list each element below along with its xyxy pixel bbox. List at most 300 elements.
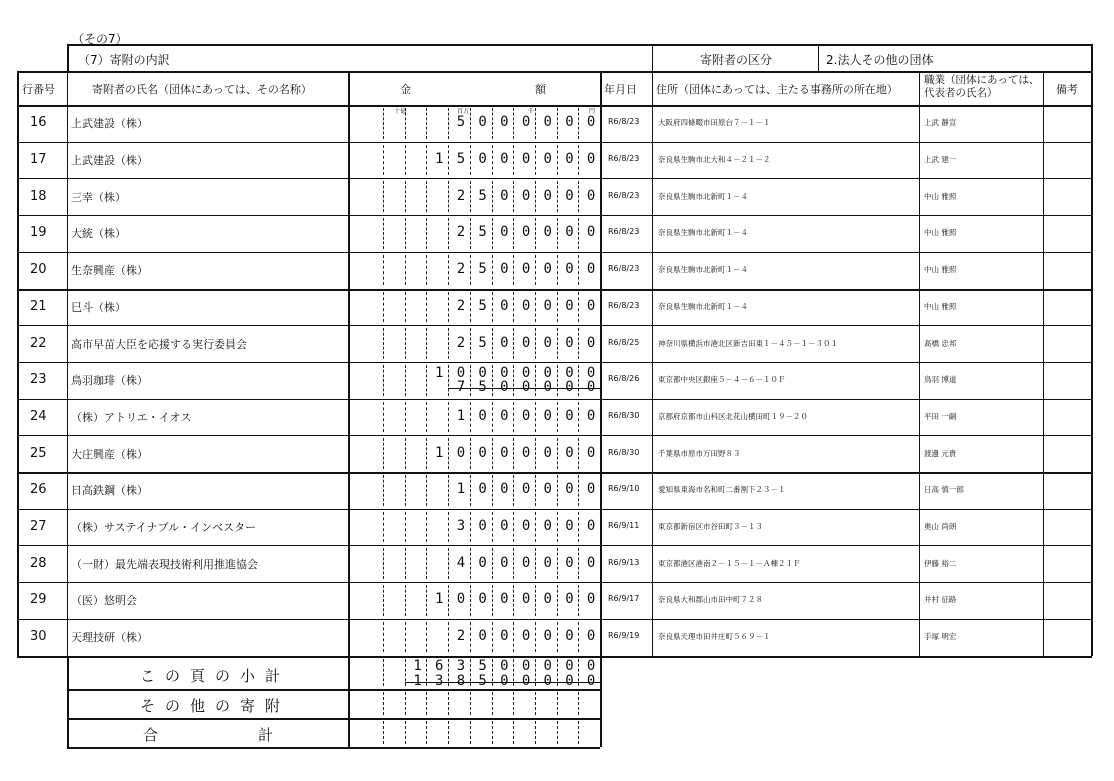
digit-divider [470,181,471,212]
donor-name: 巳斗（株） [71,300,126,314]
digit-divider [513,255,514,286]
subtotal-label: この頁の小計 [140,667,291,685]
digit-divider [405,548,406,579]
digit-divider [578,181,579,212]
amount-digit: 0 [500,554,509,571]
digit-divider [557,365,558,396]
header-occupation: 職業（団体にあっては、代表者の氏名） [924,74,1040,99]
digit-divider [383,181,384,212]
digit-divider [405,475,406,506]
donation-date: R6/8/23 [608,117,640,127]
donor-address: 奈良県大和郡山市田中町７２８ [658,595,763,605]
amount-digit: 0 [543,114,552,131]
row-number: 19 [30,225,47,241]
digit-divider [383,145,384,176]
amount-digit: 0 [478,591,487,608]
donor-address: 東京都中央区銀座５－４－６－１０Ｆ [658,375,786,385]
digit-divider [448,548,449,579]
digit-divider [535,402,536,433]
row-divider [17,325,1092,326]
amount-digit: 0 [521,334,531,351]
struck-digit: 0 [543,378,552,395]
amount-digit: 5 [456,151,466,168]
row-divider [17,289,1092,291]
amount-digit: 1 [456,481,466,498]
header-amount-left: 金 [400,83,411,96]
amount-digit: 0 [500,444,509,461]
amount-digit: 6 [435,658,444,674]
header-row-no: 行番号 [22,83,55,96]
digit-divider [383,475,384,506]
donor-address: 奈良県生駒市北新町１－４ [658,301,748,311]
struck-digit: 0 [586,673,596,689]
digit-divider [492,181,493,212]
digit-divider [383,365,384,396]
digit-divider [535,548,536,579]
amount-digit: 0 [500,261,509,278]
amount-digit: 0 [478,628,487,645]
row-divider [17,178,1092,179]
row-divider [17,252,1092,253]
amount-digit: 5 [478,658,487,674]
unit-yen: 円 [589,108,596,115]
donor-category-value: 2.法人その他の団体 [826,53,934,67]
row-number: 24 [30,408,47,424]
digit-divider [513,622,514,653]
amount-digit: 0 [543,481,552,498]
amount-digit: 0 [543,364,552,381]
digit-divider [405,585,406,616]
digit-divider [405,438,406,469]
digit-divider [492,548,493,579]
donation-date: R6/9/19 [608,631,640,641]
digit-divider [578,328,579,359]
digit-divider [470,438,471,469]
digit-divider [578,548,579,579]
representative-name: 中山 雅照 [924,228,957,238]
donor-name: （株）サステイナブル・インベスター [71,521,257,535]
donation-date: R6/8/30 [608,447,640,457]
digit-divider [535,438,536,469]
digit-divider [557,585,558,616]
digit-divider [557,512,558,543]
amount-digit: 0 [565,658,574,674]
digit-divider [426,548,427,579]
digit-divider [557,218,558,249]
donor-name: 大統（株） [71,227,126,241]
digit-divider [557,181,558,212]
amount-digit: 0 [586,407,596,424]
unit-thousand: 千 [528,108,535,115]
representative-name: 日高 慎一郎 [924,485,964,495]
digit-divider [578,108,579,139]
digit-divider [426,292,427,323]
digit-divider [557,622,558,653]
amount-digit: 0 [543,518,552,535]
digit-divider [426,108,427,139]
digit-divider [578,402,579,433]
digit-divider [405,181,406,212]
digit-divider [470,218,471,249]
digit-divider [578,692,579,715]
digit-divider [426,328,427,359]
digit-divider [513,328,514,359]
digit-divider [513,548,514,579]
donor-name: （一財）最先端表現技術利用推進協会 [71,557,258,571]
amount-digit: 0 [478,364,487,381]
digit-divider [448,365,449,396]
row-number: 28 [30,555,47,571]
header-address: 住所（団体にあっては、主たる事務所の所在地） [656,83,898,96]
digit-divider [578,292,579,323]
page-label: （その7） [72,32,128,46]
header-remarks: 備考 [1056,83,1078,96]
digit-divider [426,585,427,616]
amount-digit: 5 [478,334,487,351]
digit-divider [383,438,384,469]
digit-divider [513,512,514,543]
digit-divider [578,512,579,543]
digit-divider [426,145,427,176]
amount-digit: 0 [565,554,574,571]
donor-address: 奈良県天理市田井庄町５６９－１ [658,632,771,642]
digit-divider [448,721,449,744]
representative-name: 上武 静宣 [924,118,957,128]
donor-name: 高市早苗大臣を応援する実行委員会 [71,337,247,351]
digit-divider [470,512,471,543]
amount-digit: 0 [565,364,574,381]
digit-divider [470,328,471,359]
struck-digit: 3 [435,673,444,689]
digit-divider [426,402,427,433]
amount-digit: 0 [478,151,487,168]
digit-divider [383,585,384,616]
donation-date: R6/9/10 [608,484,640,494]
donor-name: 日高鉄鋼（株） [71,484,148,498]
row-divider [17,435,1092,436]
digit-divider [492,622,493,653]
digit-divider [492,255,493,286]
amount-digit: 5 [478,297,487,314]
digit-divider [448,292,449,323]
digit-divider [383,548,384,579]
amount-digit: 0 [543,554,552,571]
section-title: （7）寄附の内訳 [78,53,170,67]
representative-name: 平田 一嗣 [924,411,957,421]
amount-digit: 0 [543,407,552,424]
amount-digit: 0 [586,114,596,131]
digit-divider [513,181,514,212]
digit-divider [426,218,427,249]
amount-digit: 0 [586,481,596,498]
digit-divider [448,512,449,543]
donor-address: 東京都港区港南２－１５－１－Ａ棟２１Ｆ [658,558,801,568]
amount-digit: 1 [435,364,444,381]
amount-digit: 0 [521,518,531,535]
amount-digit: 0 [500,297,509,314]
row-number: 16 [30,115,47,131]
digit-divider [470,721,471,744]
amount-digit: 0 [478,444,487,461]
amount-digit: 0 [565,518,574,535]
struck-digit: 5 [478,378,487,395]
digit-divider [513,365,514,396]
digit-divider [492,721,493,744]
digit-divider [470,292,471,323]
amount-digit: 2 [456,187,466,204]
amount-digit: 3 [456,518,466,535]
digit-divider [383,692,384,715]
amount-digit: 0 [521,364,531,381]
donor-address: 京都府京都市山科区北花山横田町１９－２０ [658,411,808,421]
digit-divider [557,108,558,139]
donation-date: R6/9/17 [608,594,640,604]
total-label-left: 合 [143,726,159,744]
amount-digit: 0 [565,297,574,314]
amount-digit: 0 [586,364,596,381]
amount-digit: 0 [500,187,509,204]
digit-divider [426,622,427,653]
amount-digit: 0 [586,658,596,674]
amount-digit: 0 [500,591,509,608]
amount-digit: 0 [565,187,574,204]
amount-digit: 0 [565,114,574,131]
donation-date: R6/8/23 [608,227,640,237]
amount-digit: 0 [521,224,531,241]
amount-digit: 0 [565,591,574,608]
struck-digit: 7 [456,378,466,395]
amount-digit: 0 [565,261,574,278]
donor-name: 上武建設（株） [71,117,148,131]
digit-divider [578,585,579,616]
digit-divider [492,365,493,396]
digit-divider [492,218,493,249]
digit-divider [448,218,449,249]
unit-ten-million: 十億 [394,108,407,115]
donor-address: 神奈川県横浜市港北区新吉田東１－４５－１－３０１ [658,338,838,348]
donor-address: 奈良県生駒市北新町１－４ [658,228,748,238]
amount-digit: 0 [586,628,596,645]
digit-divider [405,692,406,715]
digit-divider [448,622,449,653]
digit-divider [448,402,449,433]
amount-digit: 0 [565,407,574,424]
digit-divider [383,402,384,433]
digit-divider [405,365,406,396]
donor-category-label: 寄附者の区分 [700,53,773,67]
digit-divider [405,292,406,323]
amount-digit: 0 [521,444,531,461]
amount-digit: 0 [478,114,487,131]
digit-divider [470,402,471,433]
digit-divider [405,255,406,286]
amount-digit: 0 [500,628,509,645]
digit-divider [557,475,558,506]
amount-digit: 0 [478,518,487,535]
digit-divider [426,181,427,212]
amount-digit: 4 [456,554,466,571]
donor-address: 大阪府四條畷市田原台７－１－１ [658,118,771,128]
digit-divider [578,365,579,396]
row-number: 18 [30,188,47,204]
amount-digit: 0 [500,481,509,498]
representative-name: 渡邊 元貴 [924,448,957,458]
row-divider [17,619,1092,620]
amount-digit: 0 [565,628,574,645]
digit-divider [535,218,536,249]
digit-divider [535,365,536,396]
amount-digit: 0 [543,187,552,204]
digit-divider [448,475,449,506]
digit-divider [513,145,514,176]
strikethrough-line [405,682,600,683]
digit-divider [405,328,406,359]
row-divider [17,399,1092,400]
digit-divider [535,328,536,359]
donor-address: 東京都新宿区市谷田町３－１３ [658,522,763,532]
amount-digit: 0 [521,187,531,204]
representative-name: 髙橋 忠邦 [924,338,957,348]
row-divider [17,362,1092,363]
donor-address: 愛知県東海市名和町二番割下２３－１ [658,485,786,495]
digit-divider [426,365,427,396]
digit-divider [513,475,514,506]
representative-name: 奥山 尚朗 [924,522,957,532]
row-number: 29 [30,592,47,608]
digit-divider [557,721,558,744]
amount-digit: 0 [521,481,531,498]
amount-digit: 0 [565,151,574,168]
digit-divider [513,721,514,744]
amount-digit: 0 [521,261,531,278]
amount-digit: 0 [586,444,596,461]
other-donations-label: その他の寄附 [140,697,291,715]
digit-divider [405,512,406,543]
digit-divider [513,692,514,715]
amount-digit: 0 [521,407,531,424]
amount-digit: 0 [565,334,574,351]
amount-digit: 0 [543,658,552,674]
amount-digit: 0 [565,224,574,241]
row-number: 22 [30,335,47,351]
donation-date: R6/8/30 [608,410,640,420]
digit-divider [535,475,536,506]
digit-divider [557,548,558,579]
donor-name: （医）悠明会 [71,594,137,608]
digit-divider [535,145,536,176]
digit-divider [470,692,471,715]
row-number: 21 [30,298,47,314]
digit-divider [535,108,536,139]
digit-divider [535,512,536,543]
row-divider [17,105,1092,106]
row-divider [17,582,1092,583]
row-number: 20 [30,262,47,278]
amount-digit: 0 [521,114,531,131]
digit-divider [383,328,384,359]
digit-divider [426,475,427,506]
struck-digit: 8 [456,673,466,689]
digit-divider [470,365,471,396]
donor-name: 三幸（株） [71,190,126,204]
amount-digit: 0 [456,364,466,381]
row-number: 30 [30,629,47,645]
digit-divider [383,659,384,686]
digit-divider [513,108,514,139]
amount-digit: 0 [543,297,552,314]
digit-divider [535,622,536,653]
amount-digit: 0 [586,261,596,278]
amount-digit: 0 [521,591,531,608]
unit-million: 百万 [457,108,470,115]
amount-digit: 0 [586,297,596,314]
donation-date: R6/8/25 [608,337,640,347]
digit-divider [492,402,493,433]
digit-divider [426,721,427,744]
digit-divider [557,292,558,323]
donation-date: R6/8/26 [608,374,640,384]
digit-divider [405,108,406,139]
amount-digit: 0 [586,151,596,168]
amount-digit: 0 [500,658,509,674]
digit-divider [557,692,558,715]
amount-digit: 0 [500,364,509,381]
digit-divider [513,585,514,616]
digit-divider [492,585,493,616]
digit-divider [492,512,493,543]
row-number: 17 [30,152,47,168]
representative-name: 中山 雅照 [924,265,957,275]
representative-name: 伊藤 裕二 [924,558,957,568]
amount-digit: 0 [565,444,574,461]
amount-digit: 0 [565,481,574,498]
digit-divider [578,218,579,249]
struck-digit: 0 [543,673,552,689]
representative-name: 上武 建一 [924,155,957,165]
amount-digit: 2 [456,224,466,241]
digit-divider [448,328,449,359]
donation-date: R6/8/23 [608,154,640,164]
digit-divider [426,512,427,543]
digit-divider [383,255,384,286]
digit-divider [405,402,406,433]
amount-digit: 0 [500,518,509,535]
amount-digit: 0 [543,334,552,351]
digit-divider [448,108,449,139]
digit-divider [405,145,406,176]
digit-divider [448,145,449,176]
digit-divider [470,145,471,176]
digit-divider [578,721,579,744]
amount-digit: 0 [456,591,466,608]
row-divider [17,545,1092,546]
digit-divider [405,218,406,249]
digit-divider [492,438,493,469]
struck-digit: 0 [521,378,531,395]
amount-digit: 1 [435,591,444,608]
amount-digit: 2 [456,628,466,645]
amount-digit: 1 [413,658,422,674]
digit-divider [383,721,384,744]
digit-divider [470,255,471,286]
donation-date: R6/9/13 [608,557,640,567]
digit-divider [535,255,536,286]
digit-divider [578,475,579,506]
digit-divider [513,402,514,433]
amount-digit: 0 [500,114,509,131]
struck-digit: 0 [586,378,596,395]
digit-divider [557,328,558,359]
